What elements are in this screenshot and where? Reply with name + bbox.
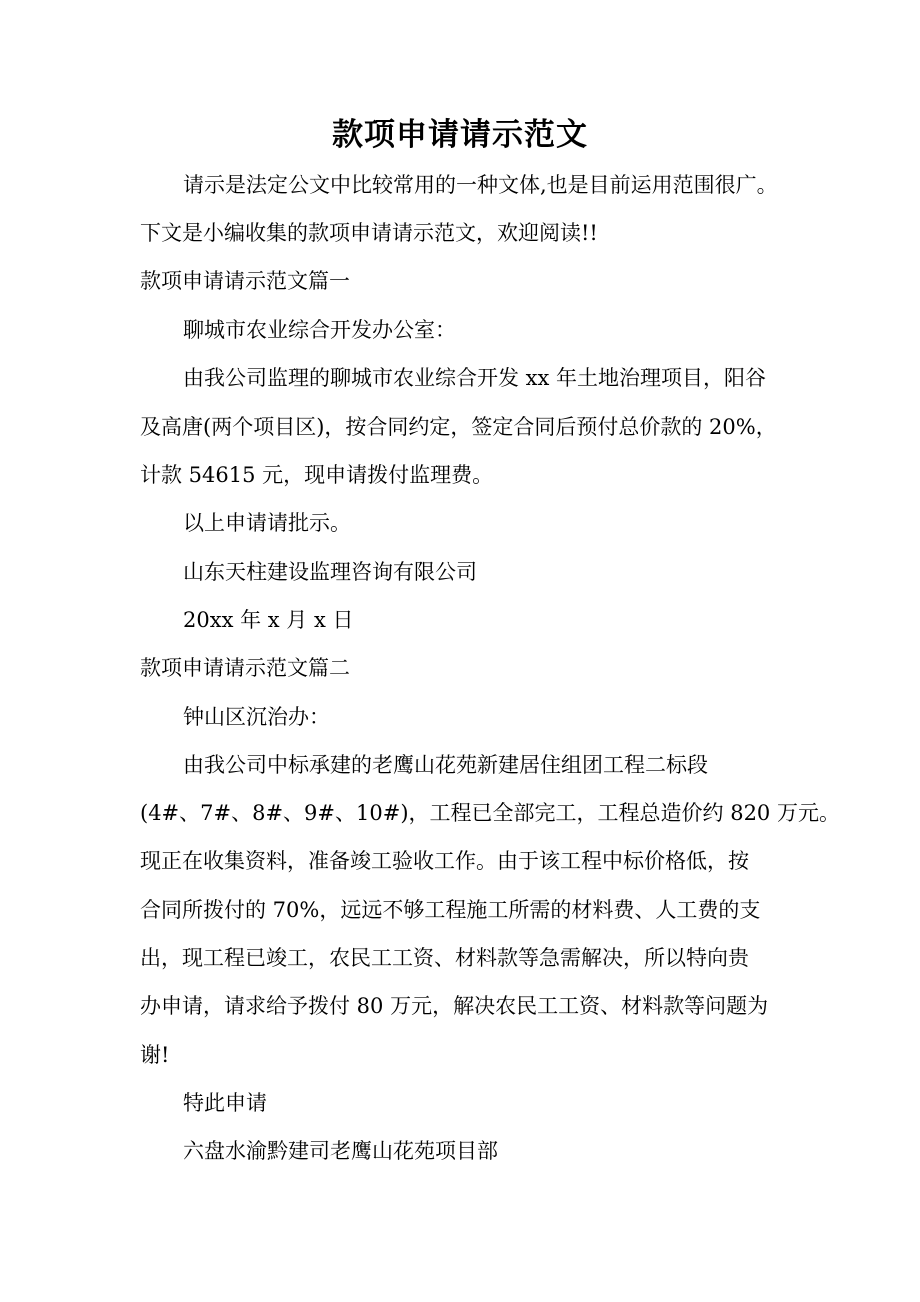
body-2-line-7: 谢!: [140, 1043, 170, 1067]
body-2-line-6: 办申请，请求给予拨付 80 万元，解决农民工工资、材料款等问题为: [140, 994, 769, 1018]
body-2-line-2: (4#、7#、8#、9#、10#)，工程已全部完工，工程总造价约 820 万元。: [140, 801, 840, 825]
recipient-1: 聊城市农业综合开发办公室：: [183, 318, 456, 342]
recipient-2: 钟山区沉治办：: [183, 705, 330, 729]
signatory-1: 山东天柱建设监理咨询有限公司: [183, 560, 477, 584]
date-1: 20xx 年 x 月 x 日: [183, 608, 354, 632]
body-2-line-5: 出，现工程已竣工，农民工工资、材料款等急需解决，所以特向贵: [140, 946, 749, 970]
document-title: 款项申请请示范文: [332, 117, 588, 153]
body-2-line-3: 现正在收集资料，准备竣工验收工作。由于该工程中标价格低，按: [140, 849, 749, 873]
body-1-line-1: 由我公司监理的聊城市农业综合开发 xx 年土地治理项目，阳谷: [183, 366, 767, 390]
body-2-line-1: 由我公司中标承建的老鹰山花苑新建居住组团工程二标段: [183, 753, 708, 777]
closing-1: 以上申请请批示。: [183, 511, 351, 535]
body-1-line-2: 及高唐(两个项目区)，按合同约定，签定合同后预付总价款的 20%，: [140, 415, 777, 439]
signatory-2: 六盘水渝黔建司老鹰山花苑项目部: [183, 1139, 498, 1163]
body-1-line-3: 计款 54615 元，现申请拨付监理费。: [140, 463, 494, 487]
body-2-line-4: 合同所拨付的 70%，远远不够工程施工所需的材料费、人工费的支: [140, 898, 761, 922]
intro-line-1: 请示是法定公文中比较常用的一种文体,也是目前运用范围很广。: [183, 173, 778, 197]
section-heading-1: 款项申请请示范文篇一: [140, 269, 350, 293]
section-heading-2: 款项申请请示范文篇二: [140, 656, 350, 680]
closing-2: 特此申请: [183, 1091, 267, 1115]
intro-line-2: 下文是小编收集的款项申请请示范文，欢迎阅读!!: [140, 221, 598, 245]
